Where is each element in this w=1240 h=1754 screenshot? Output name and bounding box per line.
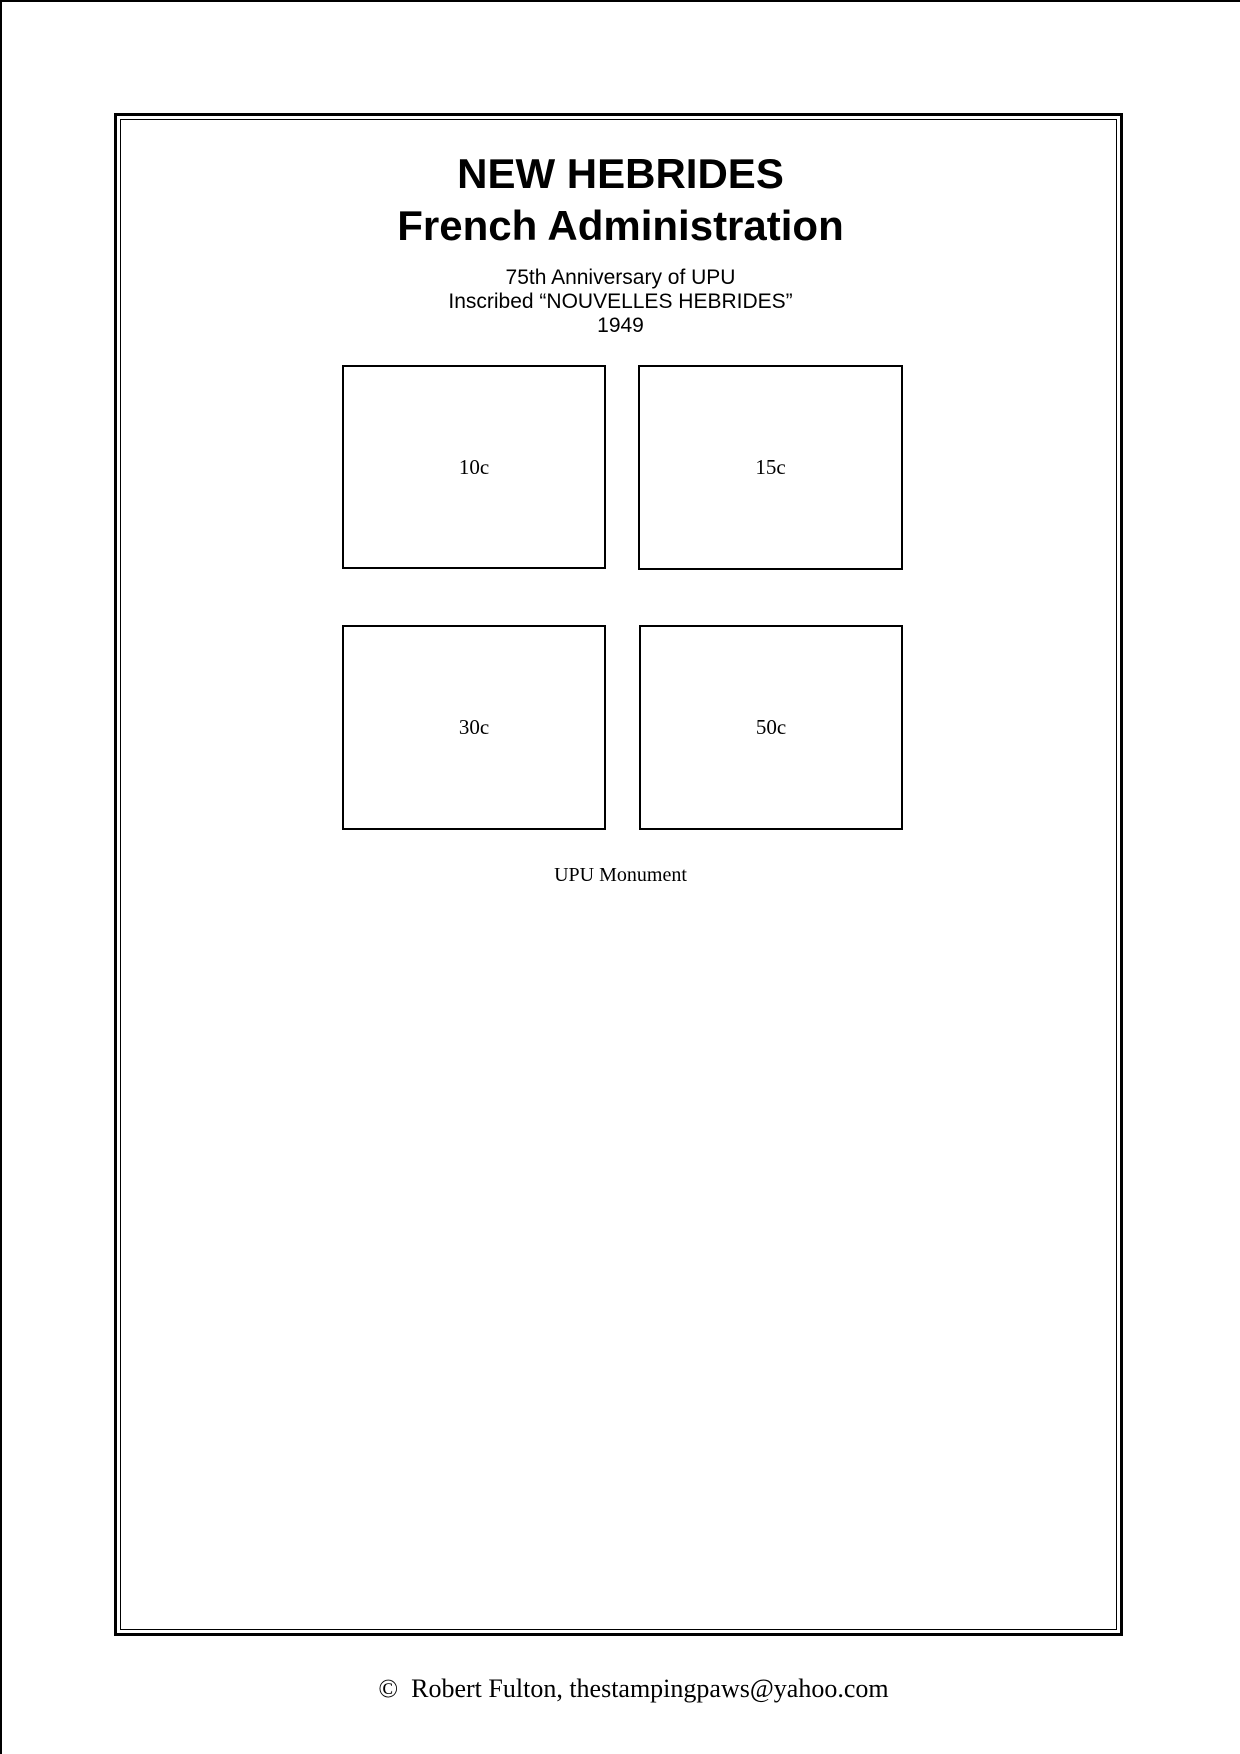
stamp-box-10c xyxy=(342,365,606,569)
stamp-box-50c xyxy=(639,625,903,830)
title-administration: French Administration xyxy=(397,202,844,249)
stamp-box-30c xyxy=(342,625,606,830)
scan-edge-left xyxy=(0,0,2,1754)
stamp-box-15c xyxy=(638,365,903,570)
issue-year: 1949 xyxy=(597,314,644,337)
title-country: NEW HEBRIDES xyxy=(457,150,784,197)
issue-inscription: Inscribed “NOUVELLES HEBRIDES” xyxy=(448,290,793,313)
issue-description xyxy=(116,266,1125,338)
stamp-set-caption xyxy=(116,863,1125,887)
copyright-footer xyxy=(116,1644,1125,1734)
copyright-text: © Robert Fulton, thestampingpaws@yahoo.com xyxy=(378,1674,889,1703)
denomination-label: 15c xyxy=(755,455,786,479)
caption-text: UPU Monument xyxy=(554,864,687,886)
issue-name: 75th Anniversary of UPU xyxy=(505,266,736,289)
denomination-label: 10c xyxy=(458,454,490,479)
denomination-label: 30c xyxy=(458,715,490,739)
scan-edge-top xyxy=(0,0,1240,2)
denomination-label: 50c xyxy=(755,715,787,739)
page-title xyxy=(116,148,1125,252)
